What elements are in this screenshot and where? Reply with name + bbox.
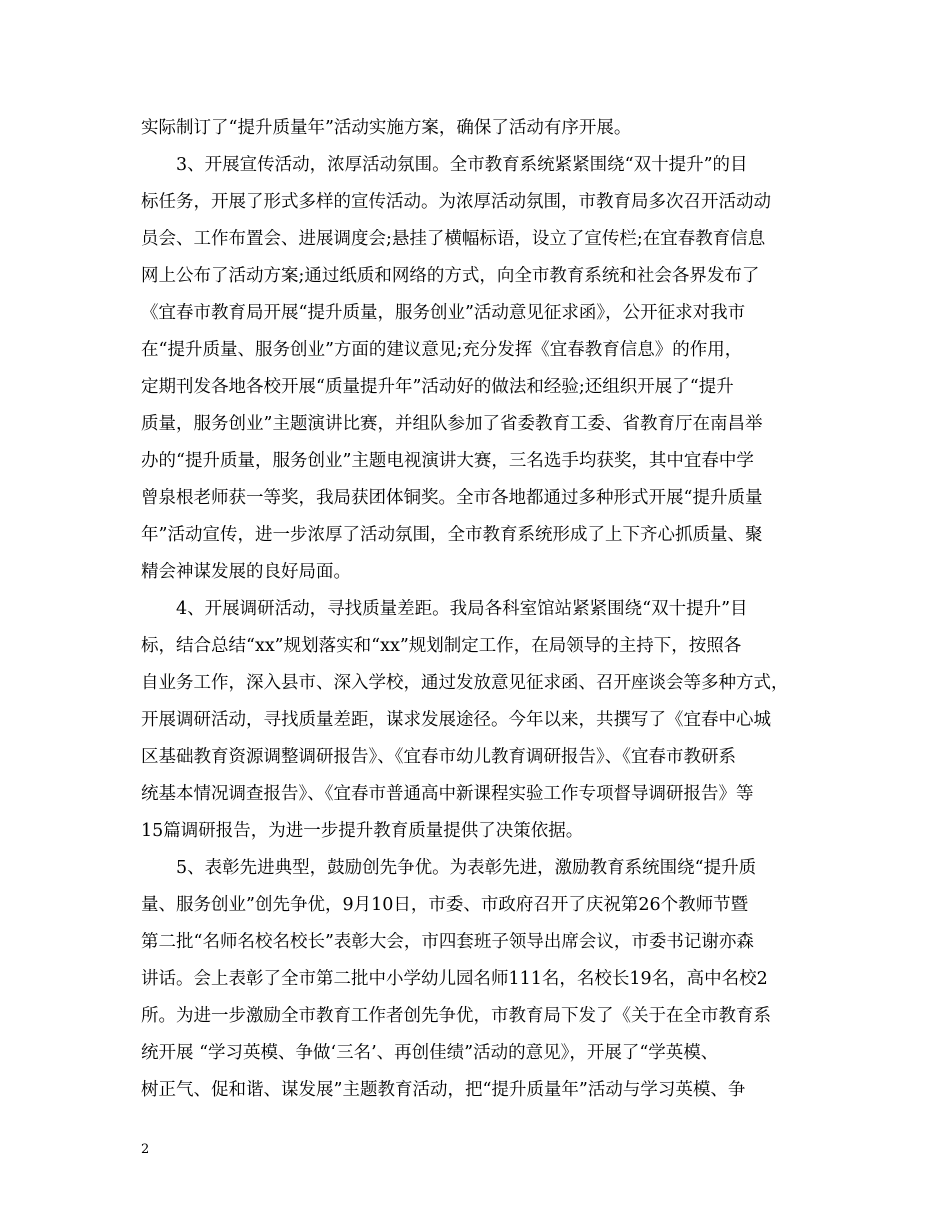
text-line: 5、表彰先进典型，鼓励创先争优。为表彰先进，激励教育系统围绕“提升质	[176, 858, 757, 878]
text-line: 4、开展调研活动，寻找质量差距。我局各科室馆站紧紧围绕“双十提升”目	[176, 599, 748, 619]
text-line: 《宜春市教育局开展“提升质量，服务创业”活动意见征求函》，公开征求对我市	[141, 303, 746, 323]
text-line: 讲话。会上表彰了全市第二批中小学幼儿园名师111名，名校长19名，高中名校2	[141, 969, 768, 989]
text-line: 所。为进一步激励全市教育工作者创先争优，市教育局下发了《关于在全市教育系	[141, 1006, 771, 1026]
text-line: 3、开展宣传活动，浓厚活动氛围。全市教育系统紧紧围绕“双十提升”的目	[176, 155, 748, 175]
text-line: 量、服务创业”创先争优，9月10日，市委、市政府召开了庆祝第26个教师节暨	[141, 895, 749, 915]
text-line: 曾泉根老师获一等奖，我局获团体铜奖。全市各地都通过多种形式开展“提升质量	[141, 488, 763, 508]
text-line: 树正气、促和谐、谋发展”主题教育活动，把“提升质量年”活动与学习英模、争	[141, 1080, 746, 1100]
text-line: 年”活动宣传，进一步浓厚了活动氛围，全市教育系统形成了上下齐心抓质量、聚	[141, 525, 763, 545]
text-line: 质量，服务创业”主题演讲比赛，并组队参加了省委教育工委、省教育厅在南昌举	[141, 414, 763, 434]
text-line: 在“提升质量、服务创业”方面的建议意见;充分发挥《宜春教育信息》的作用，	[141, 340, 743, 360]
text-line: 标，结合总结“xx”规划落实和“xx”规划制定工作，在局领导的主持下，按照各	[141, 636, 742, 656]
text-line: 网上公布了活动方案;通过纸质和网络的方式，向全市教育系统和社会各界发布了	[141, 266, 760, 286]
text-line: 精会神谋发展的良好局面。	[141, 562, 351, 582]
text-line: 统基本情况调查报告》、《宜春市普通高中新课程实验工作专项督导调研报告》等	[141, 784, 754, 804]
text-line: 区基础教育资源调整调研报告》、《宜春市幼儿教育调研报告》、《宜春市教研系	[141, 747, 736, 767]
text-line: 办的“提升质量，服务创业”主题电视演讲大赛，三名选手均获奖，其中宜春中学	[141, 451, 754, 471]
text-line: 定期刊发各地各校开展“质量提升年”活动好的做法和经验;还组织开展了“提升	[141, 377, 734, 397]
text-line: 统开展 “学习英模、争做‘三名’、再创佳绩”活动的意见》，开展了“学英模、	[141, 1043, 719, 1063]
page-number: 2	[141, 1142, 150, 1157]
text-line: 员会、工作布置会、进展调度会;悬挂了横幅标语，设立了宣传栏;在宜春教育信息	[141, 229, 766, 249]
text-line: 第二批“名师名校名校长”表彰大会，市四套班子领导出席会议，市委书记谢亦森	[141, 932, 754, 952]
text-line: 开展调研活动，寻找质量差距，谋求发展途径。今年以来，共撰写了《宜春中心城	[141, 710, 771, 730]
text-line: 标任务，开展了形式多样的宣传活动。为浓厚活动氛围，市教育局多次召开活动动	[141, 192, 771, 212]
text-line: 实际制订了“提升质量年”活动实施方案，确保了活动有序开展。	[141, 118, 632, 138]
text-line: 15篇调研报告，为进一步提升教育质量提供了决策依据。	[141, 821, 584, 841]
text-line: 自业务工作，深入县市、深入学校，通过发放意见征求函、召开座谈会等多种方式，	[141, 673, 789, 693]
